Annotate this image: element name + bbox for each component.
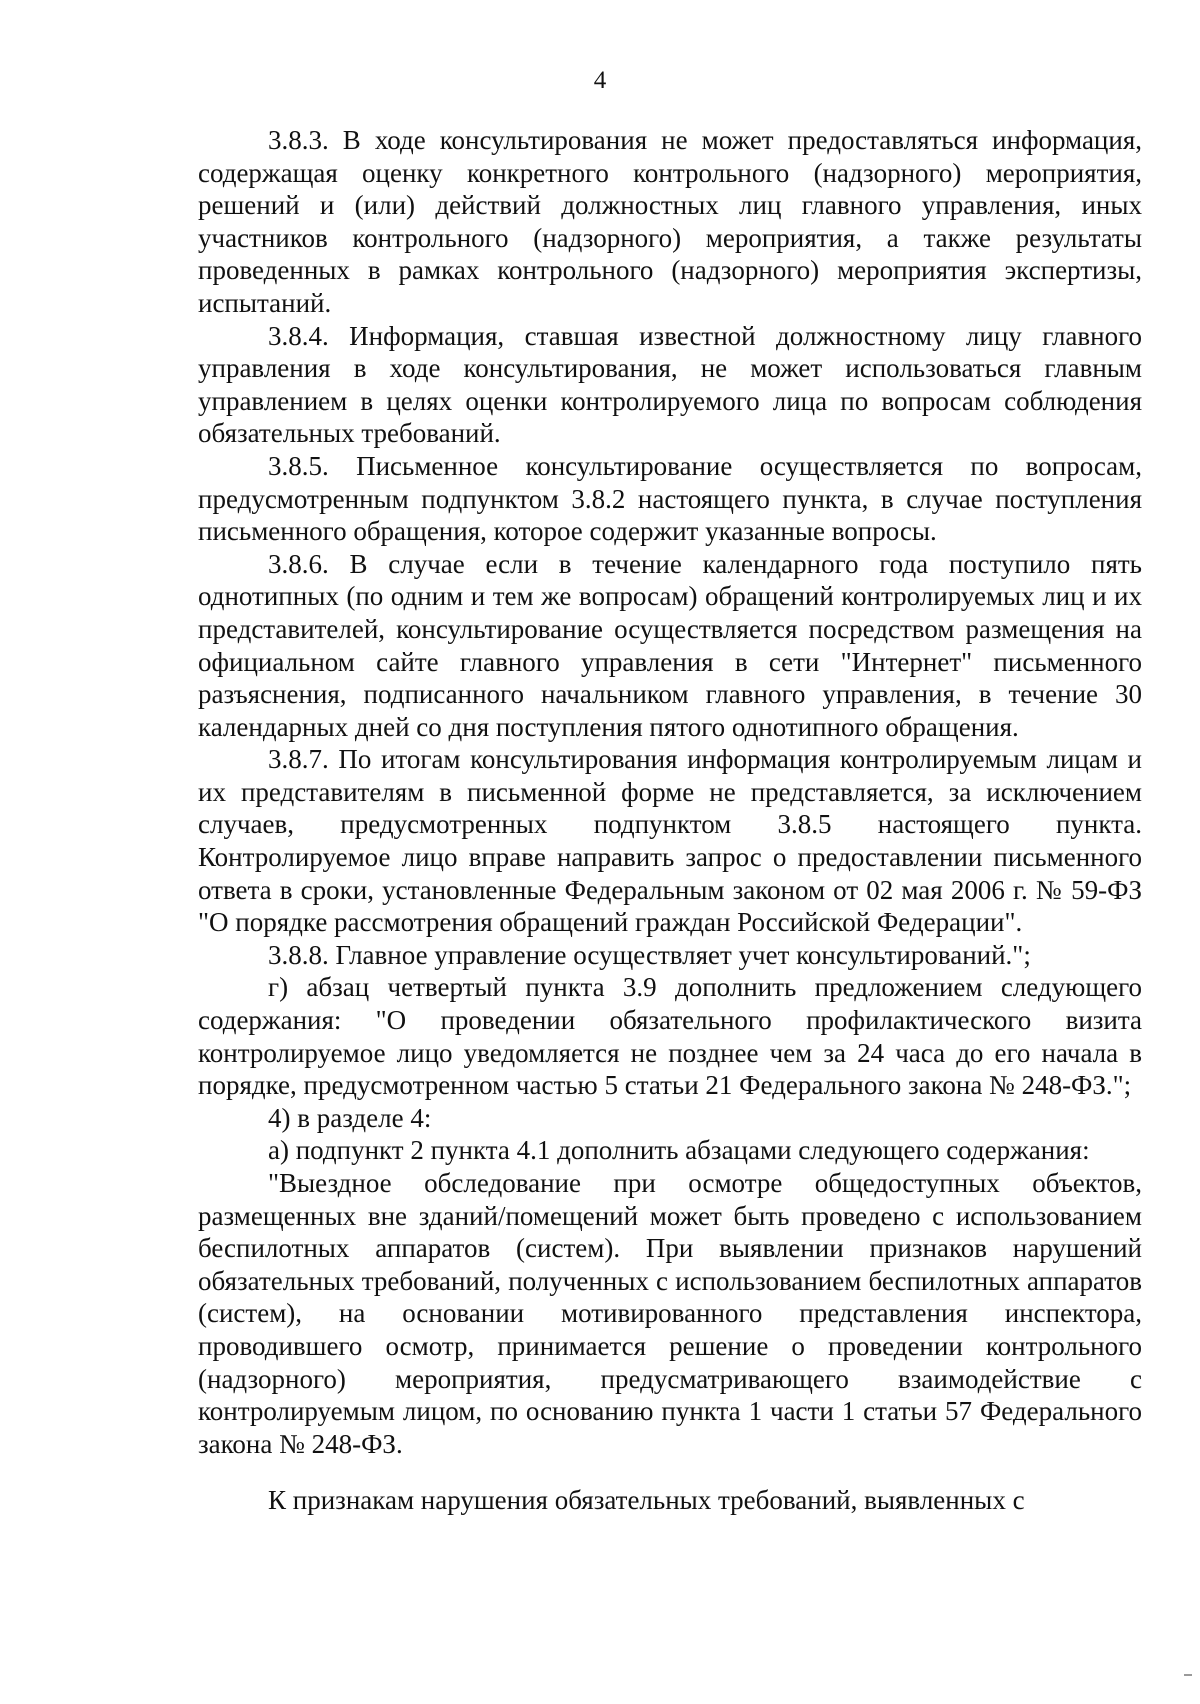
paragraph-3-8-6: 3.8.6. В случае если в течение календарного года поступило пять однотипных (по одним и тем же вопросам) обращений контролируемых лиц и их представителей, консультирование осуществляется посредством размещения на официальном сайте главного управления в сети "Интернет" письменного разъяснения, подписанного начальником главного управления, в течение 30 календарных дней со дня поступления пятого однотипного обращения.	[198, 548, 1142, 742]
paragraph-item-g: г) абзац четвертый пункта 3.9 дополнить предложением следующего содержания: "О проведении обязательного профилактического визита контролируемое лицо уведомляется не позднее чем за 24 часа до его начала в порядке, предусмотренном частью 5 статьи 21 Федерального закона № 248-ФЗ.";	[198, 972, 1142, 1101]
page-number: 4	[593, 67, 607, 94]
paragraph-item-a: а) подпункт 2 пункта 4.1 дополнить абзацами следующего содержания:	[268, 1135, 1090, 1166]
paragraph-3-8-3: 3.8.3. В ходе консультирования не может предоставляться информация, содержащая оценку конкретного контрольного (надзорного) мероприятия, решений и (или) действий должностных лиц главного управления, иных участников контрольного (надзорного) мероприятия, а также результаты проведенных в рамках контрольного (надзорного) мероприятия экспертизы, испытаний.	[198, 125, 1142, 318]
scan-edge-mark	[1184, 1674, 1192, 1676]
paragraph-field-inspection: "Выездное обследование при осмотре общедоступных объектов, размещенных вне зданий/помещений может быть проведено с использованием беспилотных аппаратов (систем). При выявлении признаков нарушений обязательных требований, полученных с использованием беспилотных аппаратов (систем), на основании мотивированного представления инспектора, проводившего осмотр, принимается решение о проведении контрольного (надзорного) мероприятия, предусматривающего взаимодействие с контролируемым лицом, по основанию пункта 1 части 1 статьи 57 Федерального закона № 248-ФЗ.	[198, 1168, 1142, 1459]
paragraph-3-8-7: 3.8.7. По итогам консультирования информация контролируемым лицам и их представителям в письменной форме не представляется, за исключением случаев, предусмотренных подпунктом 3.8.5 настоящего пункта. Контролируемое лицо вправе направить запрос о предоставлении письменного ответа в сроки, установленные Федеральным законом от 02 мая 2006 г. № 59-ФЗ "О порядке рассмотрения обращений граждан Российской Федерации".	[198, 744, 1142, 938]
paragraph-3-8-8: 3.8.8. Главное управление осуществляет учет консультирований.";	[268, 939, 1031, 970]
paragraph-3-8-4: 3.8.4. Информация, ставшая известной должностному лицу главного управления в ходе консультирования, не может использоваться главным управлением в целях оценки контролируемого лица по вопросам соблюдения обязательных требований.	[198, 320, 1142, 449]
paragraph-violation-signs: К признакам нарушения обязательных требований, выявленных с	[268, 1485, 1025, 1516]
paragraph-3-8-5: 3.8.5. Письменное консультирование осуществляется по вопросам, предусмотренным подпунктом 3.8.2 настоящего пункта, в случае поступления письменного обращения, которое содержит указанные вопросы.	[198, 450, 1142, 547]
document-body	[198, 124, 1142, 1517]
paragraph-section-4: 4) в разделе 4:	[268, 1102, 432, 1133]
